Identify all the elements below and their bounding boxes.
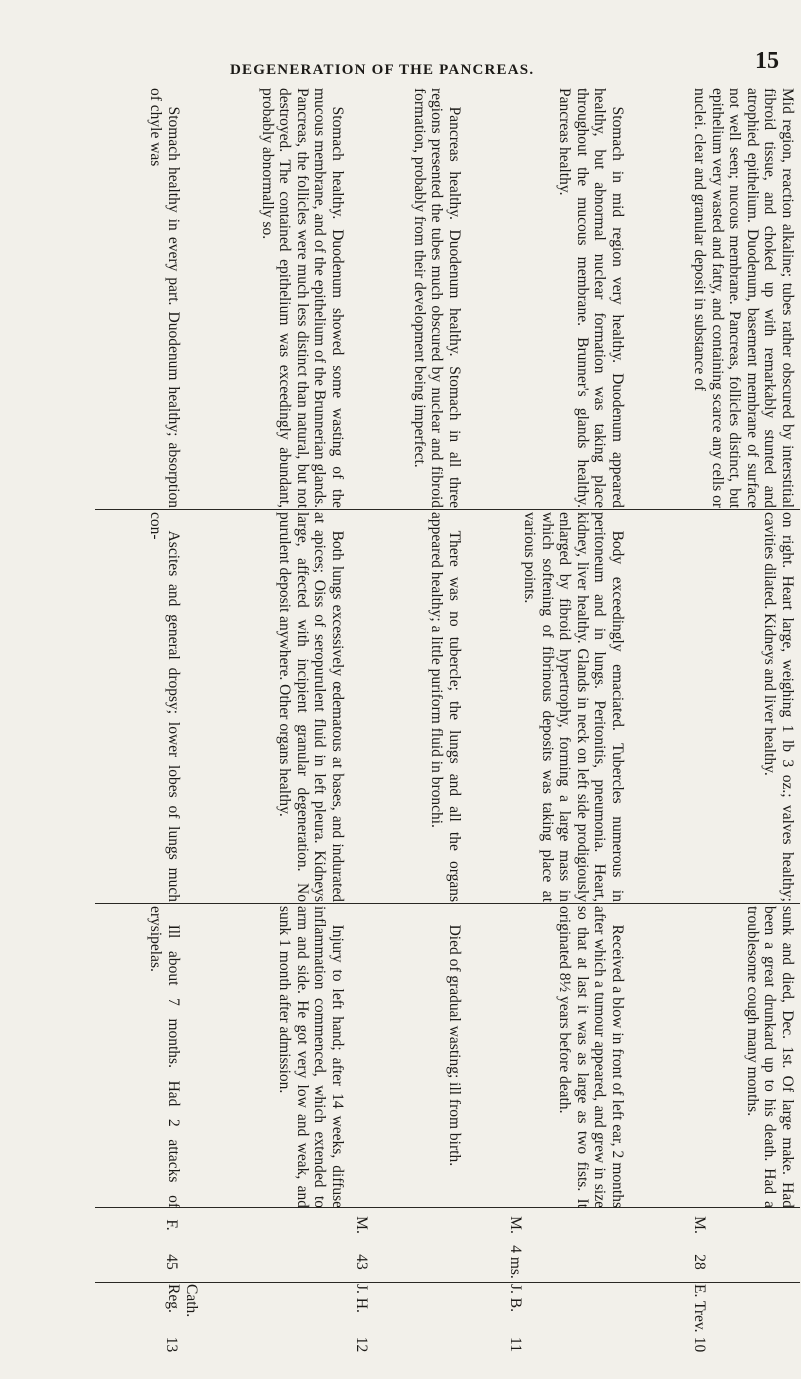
sex-cell: M. <box>507 1216 524 1234</box>
findings-column <box>95 88 800 508</box>
post-mortem-cell: Body exceedingly emaciated. Tubercles numerous in peritoneum and in lungs. Peritonitis, pneumonia. Heart, kidney, liver healthy. Glands in neck on left side prodigiously enlarged by fibroid hypertrophy, forming a large mass in which softening of fibrinous deposits was taking place at various points. <box>521 512 626 902</box>
column-rule <box>95 1282 800 1283</box>
summary-cell: Died of gradual wasting; ill from birth. <box>446 924 463 1167</box>
summary-cell: Received a blow in front of left ear, 2 months after which a tumour appeared, and grew in size so that at last it was as large as two fists. It originated 8½ years before death. <box>556 906 626 1208</box>
post-mortem-cell: Ascites and general dropsy; lower lobes of lungs much con- <box>147 512 182 902</box>
case-table <box>95 88 800 1353</box>
post-mortem-cell: Both lungs excessively œdematous at bases, and indurated at apices; Oiss of seropurulent fluid in left pleura. Kidneys large, affected with incipient granular degeneration. No purulent deposit anywhere. Other organs healthy. <box>276 512 346 902</box>
sex-column <box>95 1210 800 1240</box>
age-cell: 45 <box>163 1254 180 1270</box>
page-number: 15 <box>755 48 779 74</box>
name-cell: E. Trev. <box>691 1284 708 1333</box>
findings-cell: Mid region, reaction alkaline; tubes rather obscured by interstitial fibroid tissue, and choked up with remarkably stunted and atrophied epithelium. Duodenum, basement membrane of surface not well seen; nucous membrane. Pancreas, follicles distinct, but epithelium very wasted and fatty, and containing scarce any cells or nuclei. clear and granular deposit in substance of <box>691 88 796 508</box>
findings-cell: Stomach healthy. Duodenum showed some wasting of the mucous membrane, and of the epithelium of the Brunnerian glands. Pancreas, the follicles were much less distinct than natural, but not destroyed. The contained epithelium was exceedingly abundant, probably abnormally so. <box>259 88 346 508</box>
name-cell: Cath. Reg. <box>165 1284 200 1318</box>
summary-cell: Injury to left hand; after 14 weeks, diffuse inflammation commenced, which extended to arm and side. He got very low and weak, and sunk 1 month after admission. <box>276 906 346 1208</box>
summary-column <box>95 906 800 1208</box>
age-column <box>95 1243 800 1281</box>
case-number: 10 <box>691 1336 708 1353</box>
running-title: DEGENERATION OF THE PANCREAS. <box>230 62 535 78</box>
page-header <box>0 48 801 88</box>
summary-cell: sunk and died, Dec. 1st. Of large make. Had been a great drunkard up to his death. Had a troublesome cough many months. <box>744 906 796 1208</box>
case-number-column <box>95 1336 800 1353</box>
column-rule <box>95 509 800 510</box>
name-column <box>95 1284 800 1334</box>
post-mortem-cell: on right. Heart large, weighing 1 lb 3 oz.; valves healthy; cavities dilated. Kidneys and liver healthy. <box>761 512 796 902</box>
name-cell: J. H. <box>353 1284 370 1313</box>
case-number: 12 <box>353 1336 370 1353</box>
sex-cell: F. <box>163 1219 180 1231</box>
post-mortem-column <box>95 512 800 902</box>
summary-cell: Ill about 7 months. Had 2 attacks of erysipelas. <box>147 906 182 1208</box>
age-cell: 4 ms. <box>507 1245 524 1279</box>
findings-cell: Stomach in mid region very healthy. Duodenum appeared healthy, but abnormal nuclear formation was taking place throughout the mucous membrane. Brunner's glands healthy. Pancreas healthy. <box>556 88 626 508</box>
name-cell: J. B. <box>507 1284 524 1312</box>
case-number: 13 <box>163 1336 180 1353</box>
findings-cell: Pancreas healthy. Duodenum healthy. Stomach in all three regions presented the tubes much obscured by nuclear and fibroid formation, probably from their development being imperfect. <box>411 88 463 508</box>
case-number: 11 <box>507 1337 524 1352</box>
sex-cell: M. <box>353 1216 370 1234</box>
findings-cell: Stomach healthy in every part. Duodenum healthy; absorption of chyle was <box>147 88 182 508</box>
sex-cell: M. <box>691 1216 708 1234</box>
column-rule <box>95 903 800 904</box>
age-cell: 28 <box>691 1254 708 1270</box>
age-cell: 43 <box>353 1254 370 1270</box>
post-mortem-cell: There was no tubercle; the lungs and all the organs appeared healthy; a little puriform fluid in bronchi. <box>428 512 463 902</box>
